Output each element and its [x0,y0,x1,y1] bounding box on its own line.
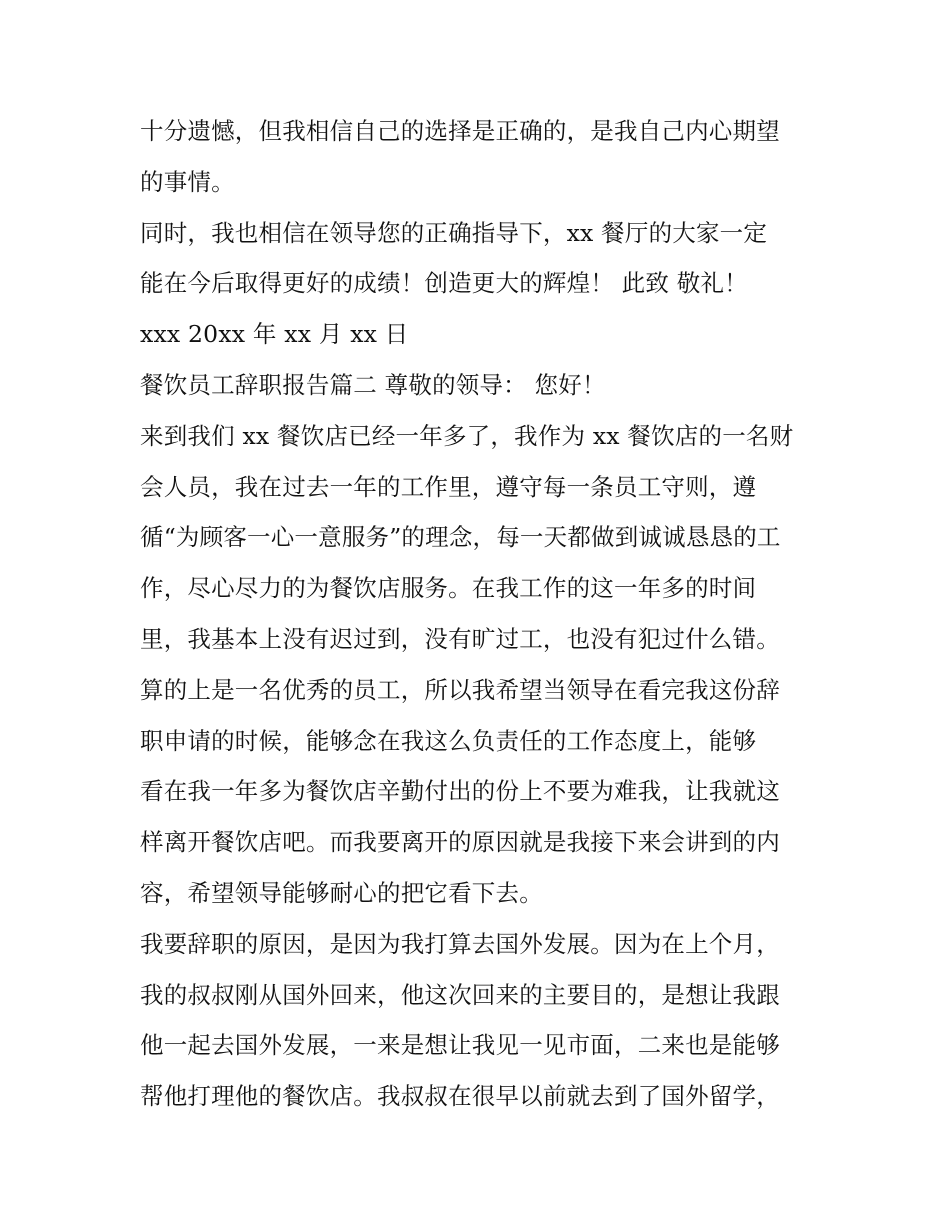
text-line: 容，希望领导能够耐心的把它看下去。 [140,878,543,907]
text-line: 我的叔叔刚从国外回来，他这次回来的主要目的，是想让我跟 [140,980,780,1009]
text-line: 看在我一年多为餐饮店辛勤付出的份上不要为难我，让我就这 [140,777,780,806]
text-line: 循“为顾客一心一意服务”的理念，每一天都做到诚诚恳恳的工 [140,523,781,552]
text-line: 里，我基本上没有迟过到，没有旷过工，也没有犯过什么错。 [140,624,780,653]
text-line: 来到我们 xx 餐饮店已经一年多了，我作为 xx 餐饮店的一名财 [140,421,794,450]
section-heading-line: 餐饮员工辞职报告篇二 尊敬的领导： 您好！ [140,370,606,399]
text-line: 样离开餐饮店吧。而我要离开的原因就是我接下来会讲到的内 [140,828,780,857]
text-line: 会人员，我在过去一年的工作里，遵守每一条员工守则，遵 [140,472,757,501]
text-line: 的事情。 [140,167,235,196]
document-body [140,106,820,1122]
text-line: 能在今后取得更好的成绩！创造更大的辉煌！ 此致 敬礼！ [140,269,748,298]
text-line: 职申请的时候，能够念在我这么负责任的工作态度上，能够 [140,726,757,755]
text-line: 十分遗憾，但我相信自己的选择是正确的，是我自己内心期望 [140,117,780,145]
text-line: 作，尽心尽力的为餐饮店服务。在我工作的这一年多的时间 [140,574,757,603]
text-line: 帮他打理他的餐饮店。我叔叔在很早以前就去到了国外留学， [140,1082,780,1111]
text-line: 算的上是一名优秀的员工，所以我希望当领导在看完我这份辞 [140,675,780,704]
text-line: 同时，我也相信在领导您的正确指导下，xx 餐厅的大家一定 [140,218,768,247]
text-line: 他一起去国外发展，一来是想让我见一见市面，二来也是能够 [140,1031,780,1060]
date-line: xxx 20xx 年 xx 月 xx 日 [140,320,409,349]
text-line: 我要辞职的原因，是因为我打算去国外发展。因为在上个月， [140,929,780,958]
